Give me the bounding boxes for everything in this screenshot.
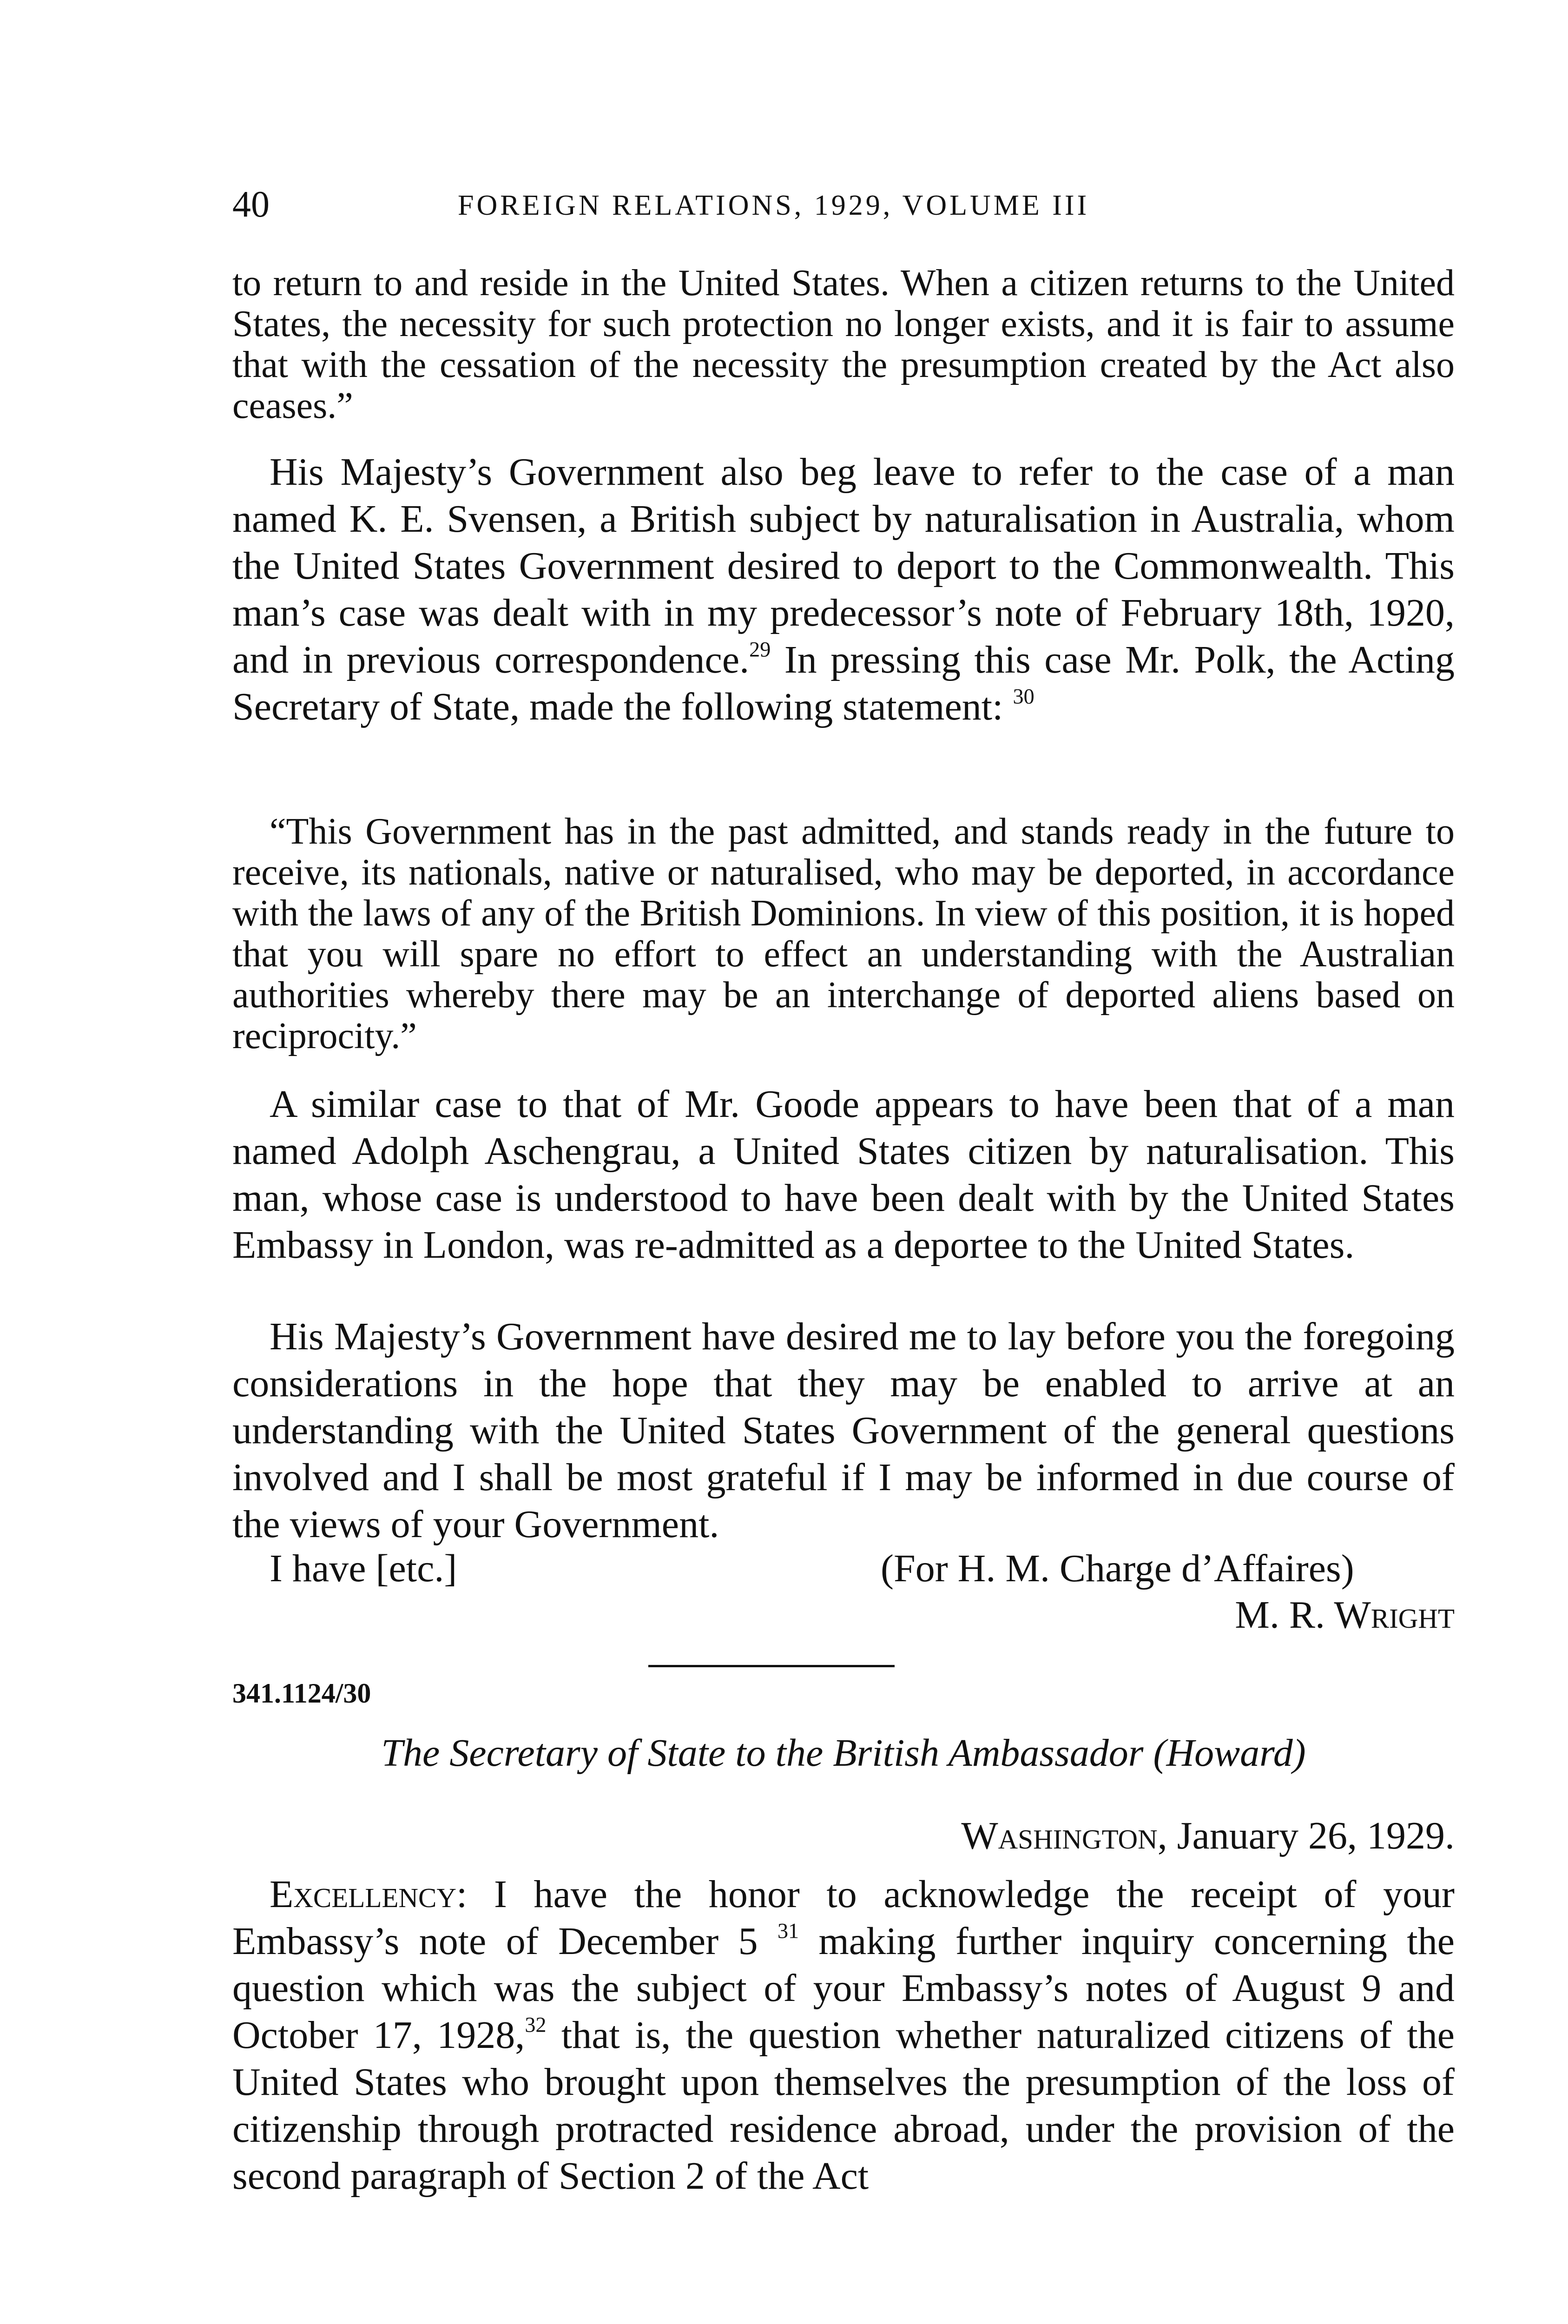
quote-continuation-text: to return to and reside in the United States. When a citizen returns to the United States, the necessity for such protection no longer exists, and it is fair to assume that with the cessation of the necessity the presumption created by the Act also ceases.” <box>232 263 1455 426</box>
running-head: FOREIGN RELATIONS, 1929, VOLUME III <box>458 190 1090 221</box>
letter-paragraph-part-3: that is, the question whether naturalized citizens of the United States who brought upon themselves the presumption of the loss of citizenship through protracted residence abroad, under the provision of the second paragraph of Section 2 of the Act <box>232 2014 1455 2198</box>
paragraph-aschengrau <box>232 1081 1455 1268</box>
dateline-date: January 26, 1929. <box>1167 1814 1455 1857</box>
footnote-ref-32: 32 <box>525 2013 547 2037</box>
paragraph-svensen-text <box>232 449 1455 730</box>
document-title: The Secretary of State to the British Ambassador (Howard) <box>381 1731 1306 1775</box>
letter-paragraph-part-2: making further inquiry concerning the question which was the subject of your Embassy’s notes of August 9 and October 17, 1928, <box>232 1920 1455 2057</box>
page-header <box>232 181 1455 232</box>
complimentary-close: I have [etc.] <box>270 1547 457 1590</box>
quote-polk <box>232 811 1455 1056</box>
footnote-ref-30: 30 <box>1013 684 1034 708</box>
for-charge-line: (For H. M. Charge d’Affaires) <box>881 1547 1354 1590</box>
quote-continuation <box>232 263 1455 426</box>
quote-polk-text: “This Government has in the past admitted, and stands ready in the future to receive, its nationals, native or naturalised, who may be deported, in accordance with the laws of any of the British Dominions. In view of this position, it is hoped that you will spare no effort to effect an understanding with the Australian authorities whereby there may be an interchange of deported aliens based on reciprocity.” <box>232 811 1455 1056</box>
dateline-place: Washington, <box>961 1814 1167 1857</box>
letter-paragraph <box>232 1871 1455 2199</box>
letter-closing <box>232 1545 1455 1638</box>
dateline <box>961 1813 1455 1859</box>
paragraph-aschengrau-text: A similar case to that of Mr. Goode appears to have been that of a man named Adolph Aschengrau, a United States citizen by naturalisation. This man, whose case is understood to have been dealt with by the United States Embassy in London, was re-admitted as a deportee to the United States. <box>232 1083 1455 1267</box>
footnote-ref-31: 31 <box>777 1919 799 1943</box>
letter-paragraph-part-1: I have the honor to acknowledge the receipt of your Embassy’s note of December 5 <box>232 1873 1455 1963</box>
paragraph-considerations-text: His Majesty’s Government have desired me to lay before you the foregoing considerations in the hope that they may be enabled to arrive at an understanding with the United States Government of the general questions involved and I shall be most grateful if I may be informed in due course of the views of your Government. <box>232 1315 1455 1546</box>
paragraph-considerations <box>232 1313 1455 1548</box>
letter-paragraph-text <box>232 1871 1455 2199</box>
file-number: 341.1124/30 <box>232 1678 371 1709</box>
section-divider <box>648 1665 895 1667</box>
salutation: Excellency: <box>270 1873 468 1916</box>
paragraph-svensen-part-1: His Majesty’s Government also beg leave to refer to the case of a man named K. E. Svensen, a British subject by naturalisation in Australia, whom the United States Government desired to deport to the Commonwealth. This man’s case was dealt with in my predecessor’s note of February 18th, 1920, and in previous correspondence. <box>232 450 1455 681</box>
page-number: 40 <box>232 184 270 225</box>
paragraph-svensen-part-2: In pressing this case Mr. Polk, the Acting Secretary of State, made the following statement: <box>232 638 1455 728</box>
signature: M. R. Wright <box>1235 1593 1455 1637</box>
footnote-ref-29: 29 <box>749 637 771 661</box>
paragraph-svensen <box>232 449 1455 730</box>
